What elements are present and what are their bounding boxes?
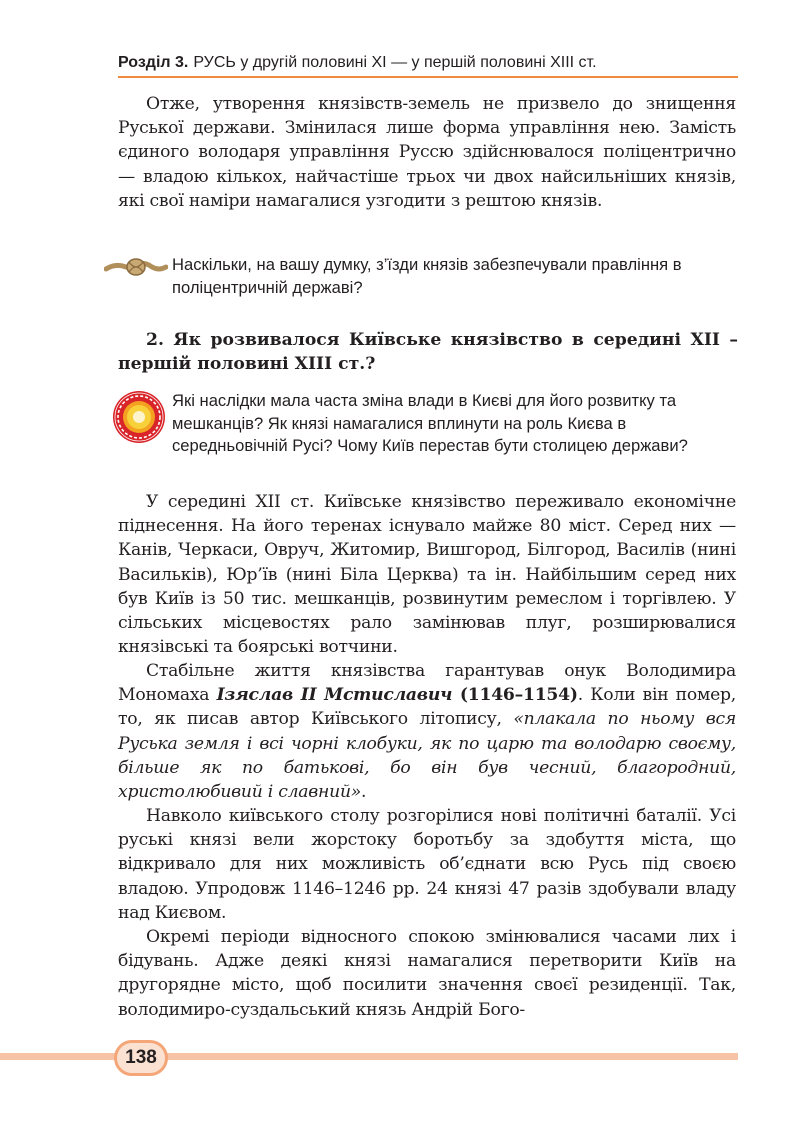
rope-knot-icon [104,252,168,282]
question-1: Наскільки, на вашу думку, з’їзди князів забезпечували правління в поліцентричній державі? [172,255,682,297]
section-title: РУСЬ у другій половині XI — у першій половині XIII ст. [193,54,597,71]
page-header [118,50,738,78]
paragraph-3-part-3: . [361,782,367,803]
paragraph-2: У середині XII ст. Київське князівство переживало економічне піднесення. На його теренах існувало майже 80 міст. Серед них — Канів, Черкаси, Овруч, Житомир, Вишгород, Білгород, Василів (нині Васильків), Юр’їв (нині Біла Церква) та ін. Найбільшим серед них був Київ із 50 тис. мешканців, розвинутим ремеслом і торгівлею. У сільських місцевостях рало замінював плуг, розширювалися князівські та боярські вотчини. [118,492,736,658]
paragraph-5: Окремі періоди відносного спокою змінювалися часами лих і бідувань. Адже деякі князі намагалися перетворити Київ на другорядне місто, щоб посилити значення своєї резиденції. Так, володимиро-суздальський князь Андрій Бого- [118,927,736,1020]
ornament-medallion-icon [112,390,166,444]
question-2: Які наслідки мала часта зміна влади в Києві для його розвитку та мешканців? Як князі намагалися вплинути на роль Києва в середньовічній Русі? Чому Київ перестав бути столицею держави? [172,391,688,456]
ruler-years: (1146–1154) [452,685,578,706]
section-2-title: 2. Як розвивалося Київське князівство в середині XII – першій половині XIII ст.? [118,330,738,374]
paragraph-4: Навколо київського столу розгорілися нові політичні баталії. Усі руські князі вели жорстоку боротьбу за здобуття міста, що відкривало для них можливість об’єднати всю Русь під своєю владою. Упродовж 1146–1246 рр. 24 князі 47 разів здобували владу над Києвом. [118,806,736,923]
ruler-name: Ізяслав II Мстиславич [216,685,453,706]
paragraph-3-part-2: . Коли він помер, то, як писав автор Київського літопису, [118,685,736,730]
section-label: Розділ 3. [118,54,189,71]
paragraph-1: Отже, утворення князівств-земель не призвело до знищення Руської держави. Змінилася лише форма управління нею. Замість єдиного володаря управління Руссю здійснювалося поліцентрично — владою кількох, найчастіше трьох чи двох найсильніших князів, які свої наміри намагалися узгодити з рештою князів. [118,94,736,211]
chronicle-quote: «плакала по ньому вся Руська земля і всі чорні клобуки, як по царю та володарю своєму, більше як по батькові, бо він був чесний, благородний, христолюбивий і славний» [118,709,736,803]
paragraph-3 [118,659,736,804]
page-number: 138 [114,1040,168,1076]
paragraph-3-part-1: Стабільне життя князівства гарантував онук Володимира Мономаха [118,661,736,706]
footer-bar [0,1053,738,1060]
